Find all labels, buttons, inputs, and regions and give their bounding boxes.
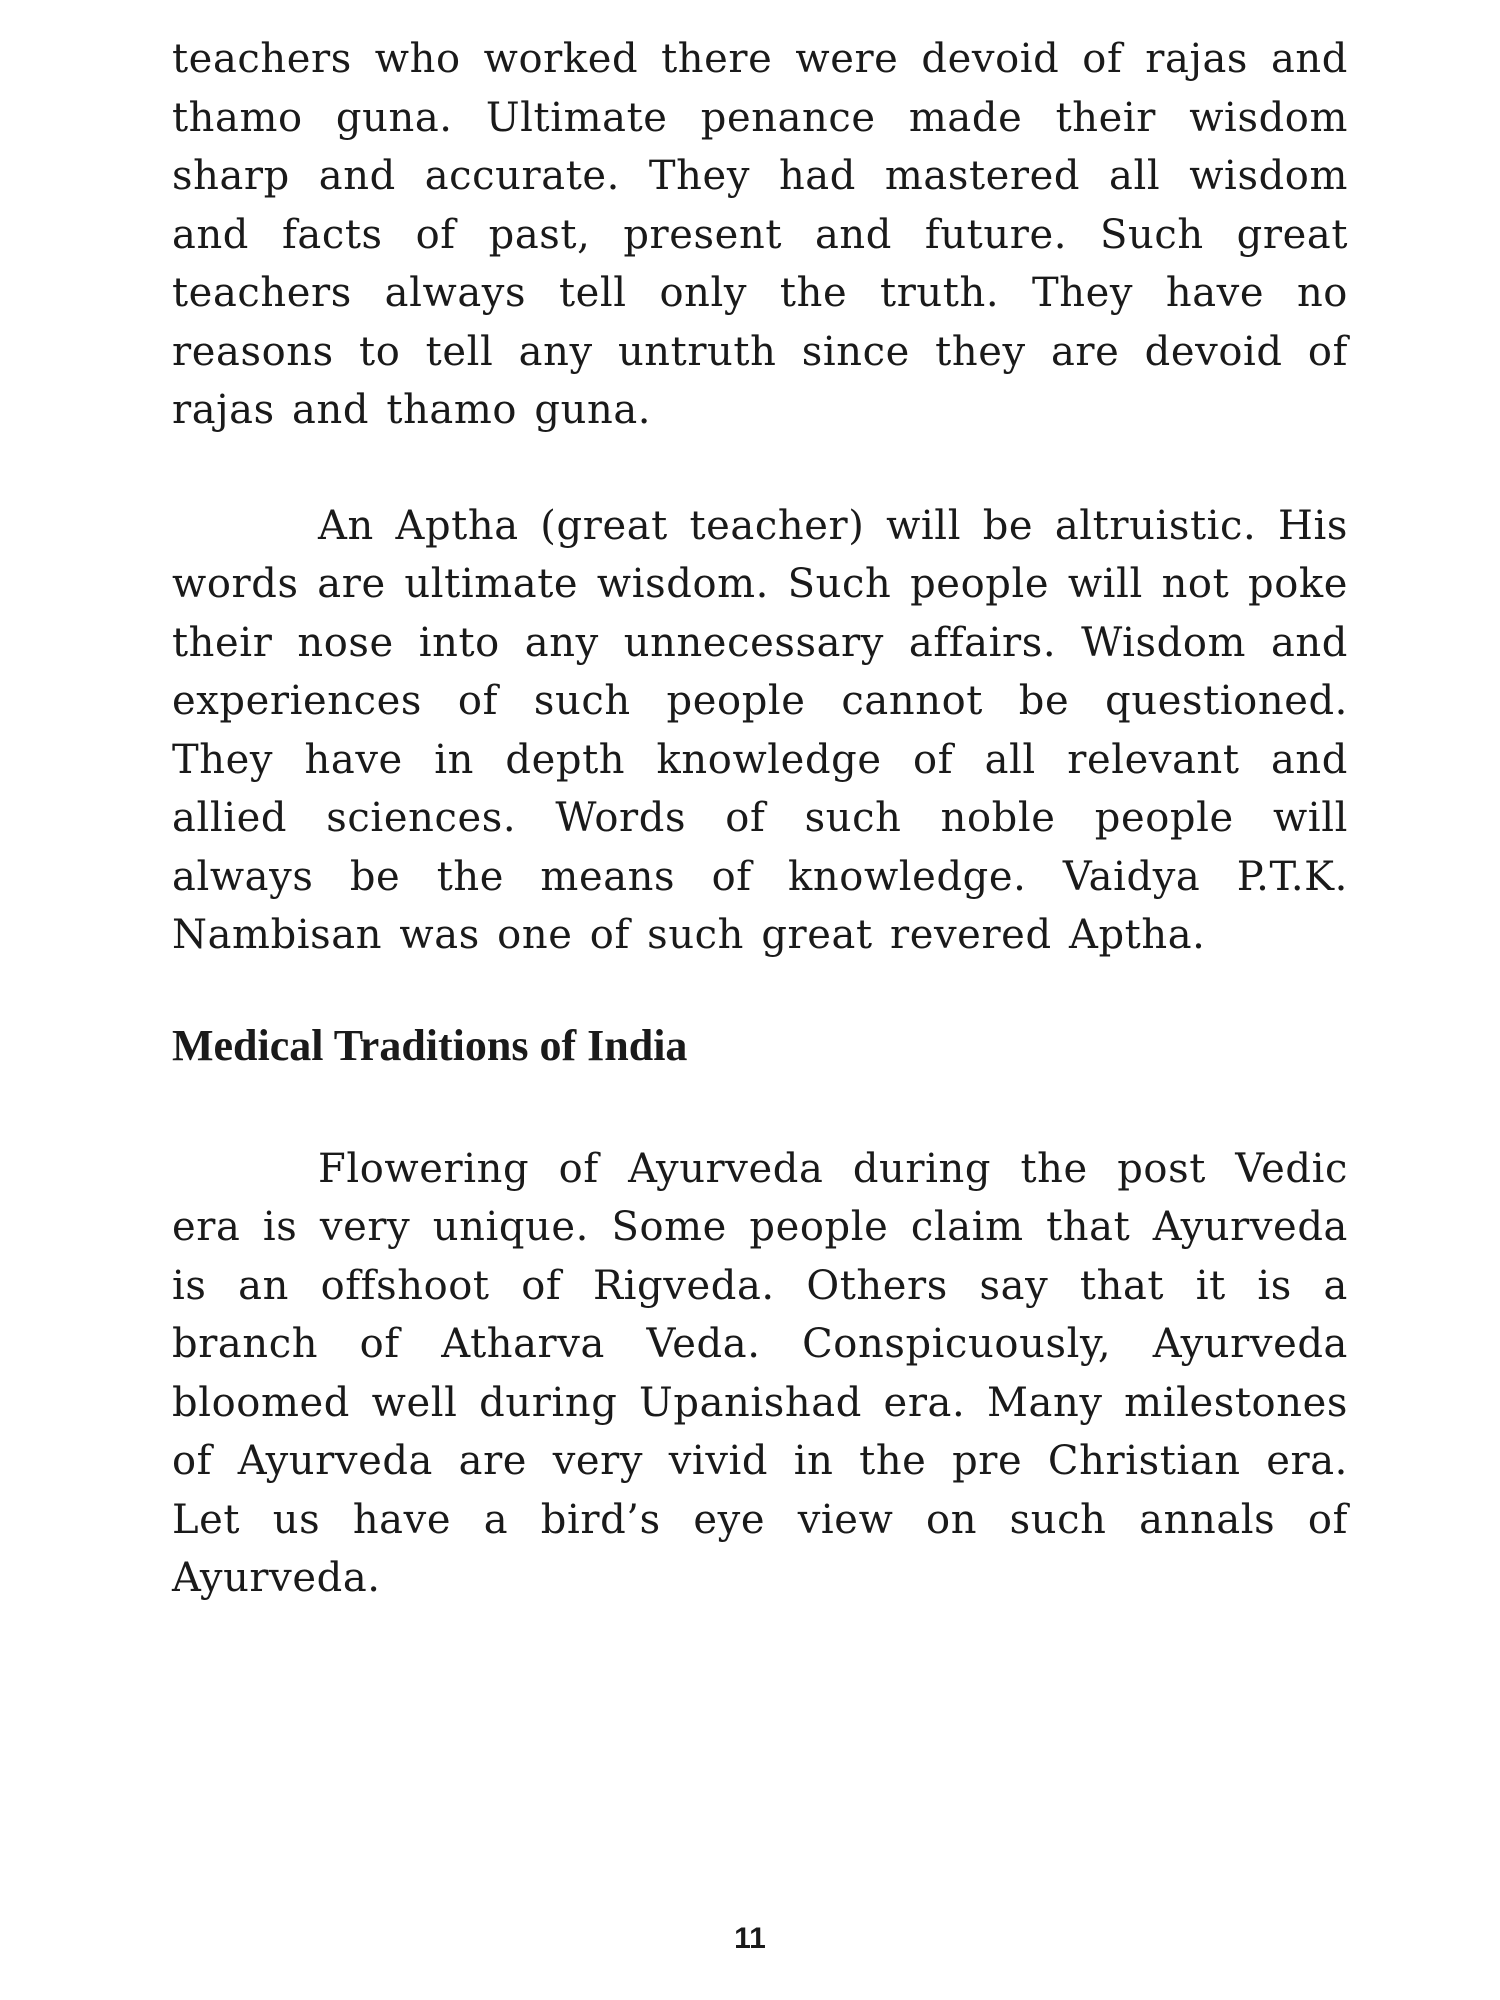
paragraph-teachers-devoid-of-rajas: teachers who worked there were devoid of rajas and thamo guna. Ultimate penance made their wisdom sharp and accurate. They had mastered all wisdom and facts of past, present and future. Such great teachers always tell only the truth. They have no reasons to tell any untruth since they are devoid of rajas and thamo guna. (172, 36, 1348, 433)
paragraph-aptha-great-teacher: An Aptha (great teacher) will be altruistic. His words are ultimate wisdom. Such people will not poke their nose into any unnecessary affairs. Wisdom and experiences of such people cannot be questioned. They have in depth knowledge of all relevant and allied sciences. Words of such noble people will always be the means of knowledge. Vaidya P.T.K. Nambisan was one of such great revered Aptha. (172, 502, 1348, 958)
section-heading-medical-traditions: Medical Traditions of India (172, 1020, 688, 1070)
page-content (172, 30, 1348, 1608)
paragraph-flowering-of-ayurveda: Flowering of Ayurveda during the post Vedic era is very unique. Some people claim that Ayurveda is an offshoot of Rigveda. Others say that it is a branch of Atharva Veda. Conspicuously, Ayurveda bloomed well during Upanishad era. Many milestones of Ayurveda are very vivid in the pre Christian era. Let us have a bird’s eye view on such annals of Ayurveda. (172, 1145, 1348, 1601)
page-number: 11 (734, 1922, 766, 1955)
